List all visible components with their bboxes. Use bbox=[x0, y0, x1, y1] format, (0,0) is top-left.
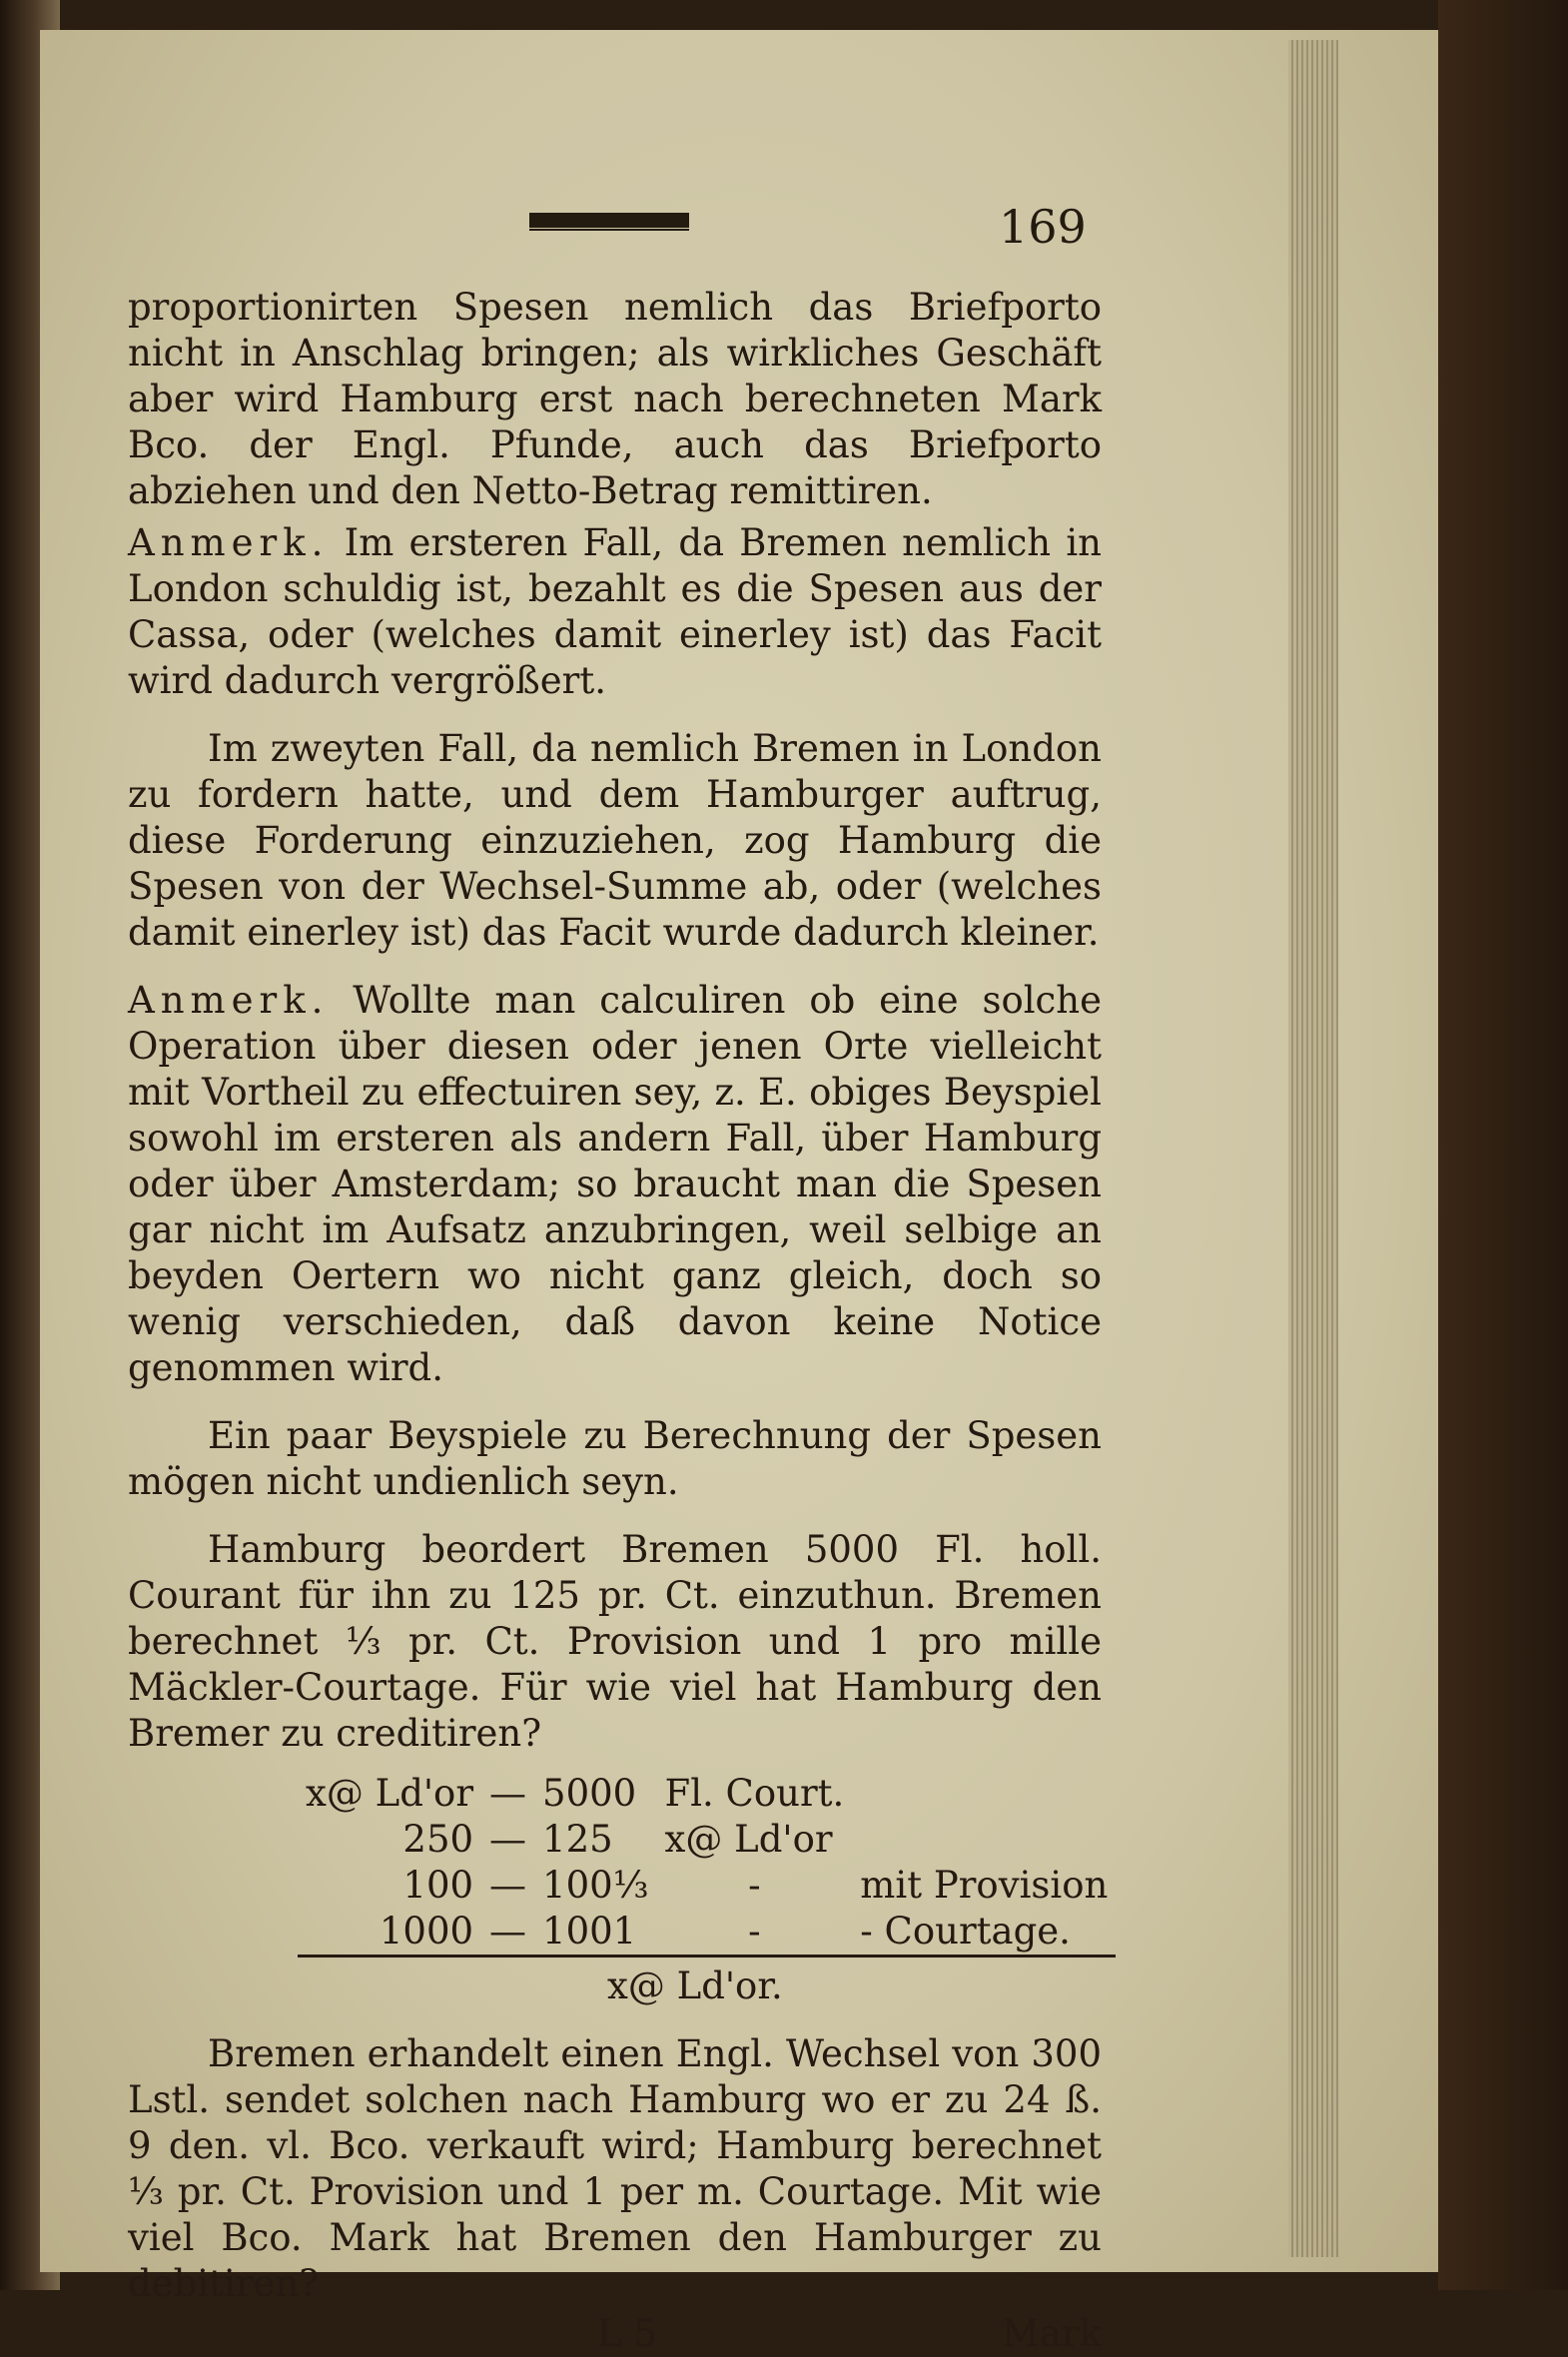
calc-cell: 5000 bbox=[542, 1772, 637, 1815]
calc-row bbox=[298, 1771, 1116, 1817]
calc-cell: - bbox=[657, 1909, 853, 1957]
page-footer bbox=[128, 2311, 1102, 2357]
calc-cell: 100⅓ bbox=[542, 1864, 649, 1907]
calc-cell: 1001 bbox=[534, 1909, 656, 1957]
annotation-1 bbox=[128, 520, 1102, 704]
header-rule bbox=[529, 213, 689, 228]
signature-mark: L 5 bbox=[597, 2312, 657, 2355]
annotation-text: Im ersteren Fall, da Bremen nemlich in London schuldig ist, bezahlt es die Spesen aus der Cassa, oder (welches damit einerley ist) das Facit wird dadurch vergrößert. bbox=[128, 521, 1103, 702]
paragraph-2: Im zweyten Fall, da nemlich Bremen in London zu fordern hatte, und dem Hamburger auftrug, diese Forderung einzuziehen, zog Hamburg die Spesen von der Wechsel-Summe ab, oder (welches damit einerley ist) das Facit wurde dadurch kleiner. bbox=[128, 727, 1102, 954]
calc-cell: 1000 bbox=[298, 1909, 481, 1957]
calc-dash: — bbox=[489, 1818, 527, 1861]
calc-row bbox=[298, 1817, 1116, 1863]
calc-cell: mit Provision bbox=[860, 1864, 1109, 1907]
page-edges bbox=[1288, 40, 1338, 2257]
paragraph-4: Hamburg beordert Bremen 5000 Fl. holl. Courant für ihn zu 125 pr. Ct. einzuthun. Bremen berechnet ⅓ pr. Ct. Provision und 1 pro mille Mäckler-Courtage. Für wie viel hat Hamburg den Bremer zu creditiren? bbox=[128, 1528, 1102, 1755]
annotation-label: Anmerk. bbox=[128, 979, 330, 1022]
calc-row bbox=[298, 1863, 1116, 1909]
paragraph-3: Ein paar Beyspiele zu Berechnung der Spesen mögen nicht undienlich seyn. bbox=[128, 1414, 1102, 1503]
book-cover-edge bbox=[1438, 0, 1568, 2290]
paragraph-1: proportionirten Spesen nemlich das Briefporto nicht in Anschlag bringen; als wirkliches Geschäft aber wird Hamburg erst nach berechneten Mark Bco. der Engl. Pfunde, auch das Briefporto abziehen und den Netto-Betrag remittiren. bbox=[128, 286, 1102, 512]
calc-dash: — bbox=[481, 1909, 534, 1957]
page-number: 169 bbox=[999, 200, 1087, 254]
calc-cell: 125 bbox=[542, 1818, 613, 1861]
calc-cell: Fl. Court. bbox=[664, 1772, 845, 1815]
calc-row bbox=[298, 1909, 1116, 1957]
calc-cell: - bbox=[748, 1864, 761, 1907]
paragraph-5: Bremen erhandelt einen Engl. Wechsel von 300 Lstl. sendet solchen nach Hamburg wo er zu 24 ß. 9 den. vl. Bco. verkauft wird; Hamburg berechnet ⅓ pr. Ct. Provision und 1 per m. Courtage. Mit wie viel Bco. Mark hat Bremen den Hamburger zu debitiren? bbox=[128, 2032, 1102, 2305]
calc-cell: 100 bbox=[402, 1864, 474, 1907]
calculation-table bbox=[298, 1771, 1116, 1958]
calc-dash: — bbox=[489, 1772, 527, 1815]
calc-cell: x@ Ld'or bbox=[664, 1818, 833, 1861]
calc-dash: — bbox=[489, 1864, 527, 1907]
page-text bbox=[128, 285, 1109, 2357]
annotation-label: Anmerk. bbox=[128, 521, 330, 564]
catchword: Mark bbox=[1001, 2312, 1102, 2355]
calc-cell: - Courtage. bbox=[852, 1909, 1116, 1957]
calc-cell bbox=[852, 1771, 1116, 1817]
annotation-text: Wollte man calculiren ob eine solche Operation über diesen oder jenen Orte vielleicht mit Vortheil zu effectuiren sey, z. E. obiges Beyspiel sowohl im ersteren als andern Fall, über Hamburg oder über Amsterdam; so braucht man die Spesen gar nicht im Aufsatz anzubringen, weil selbige an beyden Oertern wo nicht ganz gleich, doch so wenig verschieden, daß davon keine Notice genommen wird. bbox=[128, 979, 1103, 1389]
calc-cell: 250 bbox=[402, 1818, 474, 1861]
calc-cell: x@ Ld'or bbox=[306, 1772, 474, 1815]
calc-result: x@ Ld'or. bbox=[607, 1964, 783, 2007]
calc-cell bbox=[852, 1817, 1116, 1863]
annotation-2 bbox=[128, 978, 1102, 1391]
